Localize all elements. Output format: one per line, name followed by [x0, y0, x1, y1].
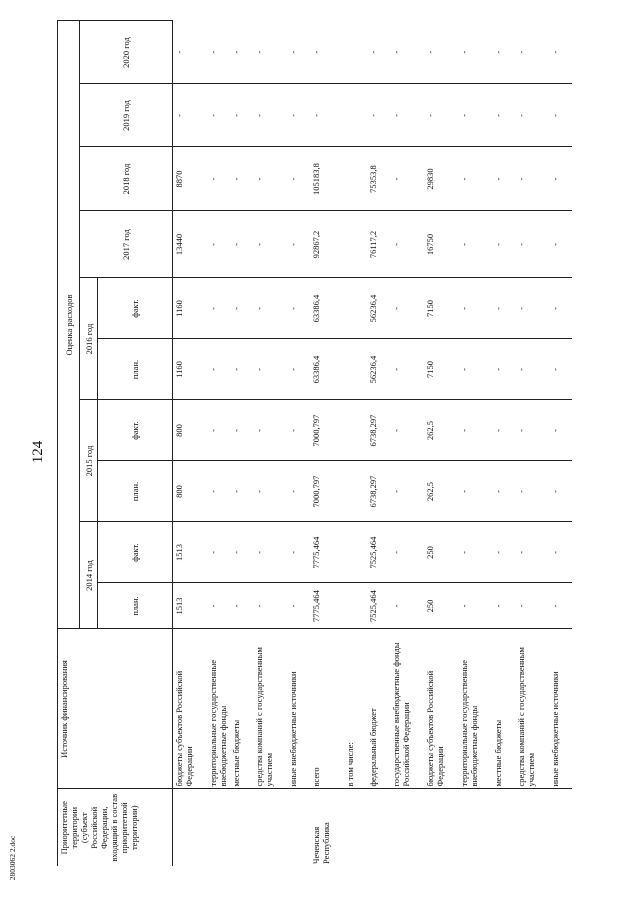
value-cell: - [492, 522, 515, 583]
source-cell: средства компаний с государственным участием [253, 629, 287, 789]
value-cell: - [515, 21, 549, 84]
value-cell [344, 278, 367, 339]
value-cell: - [367, 21, 390, 84]
value-cell: - [515, 583, 549, 629]
value-cell [344, 21, 367, 84]
value-cell: 250 [424, 522, 458, 583]
region-cell [424, 789, 458, 866]
value-cell: - [287, 400, 310, 461]
value-cell: - [207, 84, 230, 147]
value-cell: - [492, 84, 515, 147]
source-cell: средства компаний с государственным участием [515, 629, 549, 789]
value-cell: - [173, 84, 208, 147]
value-cell: 92867,2 [310, 211, 344, 278]
value-cell: - [492, 278, 515, 339]
value-cell: 7000,797 [310, 461, 344, 522]
value-cell: - [230, 400, 253, 461]
value-cell: - [253, 583, 287, 629]
value-cell: - [492, 211, 515, 278]
value-cell: - [287, 211, 310, 278]
source-cell: территориальные государственные внебюджетные фонды [207, 629, 230, 789]
region-cell [367, 789, 390, 866]
region-cell [390, 789, 424, 866]
value-cell [344, 339, 367, 400]
region-cell [458, 789, 492, 866]
value-cell: - [458, 84, 492, 147]
value-cell: - [310, 21, 344, 84]
value-cell: 1513 [173, 522, 208, 583]
table-row [390, 21, 424, 866]
value-cell: 800 [173, 400, 208, 461]
value-cell: 7150 [424, 339, 458, 400]
value-cell: - [287, 21, 310, 84]
value-cell: - [310, 84, 344, 147]
value-cell [344, 522, 367, 583]
value-cell: 16750 [424, 211, 458, 278]
value-cell: - [390, 278, 424, 339]
region-cell [207, 789, 230, 866]
value-cell: - [390, 84, 424, 147]
value-cell: - [207, 278, 230, 339]
value-cell: - [458, 400, 492, 461]
value-cell: - [287, 522, 310, 583]
header-2016-fact: факт. [98, 278, 173, 339]
page-number: 124 [30, 440, 46, 464]
value-cell: - [173, 21, 208, 84]
value-cell: - [390, 461, 424, 522]
region-cell: Чеченская Республика [311, 822, 331, 864]
value-cell: - [253, 461, 287, 522]
table-header [58, 21, 173, 866]
table-row [207, 21, 230, 866]
value-cell: - [230, 583, 253, 629]
header-2015-plan: план. [98, 461, 173, 522]
value-cell: - [253, 339, 287, 400]
value-cell: - [390, 211, 424, 278]
header-year-2017: 2017 год [80, 211, 173, 278]
value-cell: - [207, 522, 230, 583]
header-2015-fact: факт. [98, 400, 173, 461]
table-row [344, 21, 367, 866]
value-cell: - [515, 400, 549, 461]
value-cell: - [390, 21, 424, 84]
table-row [549, 21, 572, 866]
value-cell: 800 [173, 461, 208, 522]
value-cell: - [230, 278, 253, 339]
table-row [253, 21, 287, 866]
value-cell: - [253, 278, 287, 339]
value-cell: 56236,4 [367, 278, 390, 339]
value-cell [344, 461, 367, 522]
header-year-2016: 2016 год [80, 278, 98, 400]
value-cell: - [230, 522, 253, 583]
value-cell: - [207, 211, 230, 278]
value-cell: - [458, 211, 492, 278]
header-year-2015: 2015 год [80, 400, 98, 522]
value-cell: - [549, 211, 572, 278]
value-cell: - [515, 522, 549, 583]
header-estimate: Оценка расходов [58, 21, 80, 629]
header-year-2018: 2018 год [80, 147, 173, 211]
value-cell: - [253, 21, 287, 84]
table-row [310, 21, 344, 866]
value-cell: - [458, 522, 492, 583]
value-cell: - [458, 461, 492, 522]
source-cell: территориальные государственные внебюджетные фонды [458, 629, 492, 789]
value-cell: - [230, 339, 253, 400]
header-year-2020: 2020 год [80, 21, 173, 84]
value-cell [344, 400, 367, 461]
value-cell: 250 [424, 583, 458, 629]
header-2014-plan: план. [98, 583, 173, 629]
value-cell: - [549, 583, 572, 629]
header-source: Источник финансирования [58, 629, 173, 789]
value-cell: - [492, 583, 515, 629]
value-cell: - [492, 461, 515, 522]
value-cell: - [424, 21, 458, 84]
value-cell: 7525,464 [367, 522, 390, 583]
value-cell: - [515, 461, 549, 522]
table-row [424, 21, 458, 866]
value-cell: - [458, 147, 492, 211]
value-cell: - [287, 147, 310, 211]
value-cell: 7150 [424, 278, 458, 339]
header-territory: Приоритетные территории (субъект Российской Федерации, входящий в состав приоритетной территории) [58, 789, 173, 866]
source-cell: бюджеты субъектов Российской Федерации [173, 629, 208, 789]
source-cell: местные бюджеты [230, 629, 253, 789]
region-cell [515, 789, 549, 866]
table-row [458, 21, 492, 866]
value-cell: - [207, 583, 230, 629]
value-cell: - [515, 211, 549, 278]
rotated-expense-table-container [57, 21, 595, 866]
value-cell: - [492, 21, 515, 84]
table-row [173, 21, 208, 866]
value-cell: 7775,464 [310, 522, 344, 583]
region-cell [230, 789, 253, 866]
value-cell: - [230, 211, 253, 278]
table-row [515, 21, 549, 866]
source-cell: иные внебюджетные источники [287, 629, 310, 789]
value-cell: - [287, 278, 310, 339]
value-cell [344, 583, 367, 629]
region-cell [344, 789, 367, 866]
value-cell: 29830 [424, 147, 458, 211]
value-cell: 63386,4 [310, 278, 344, 339]
value-cell: - [230, 21, 253, 84]
value-cell: 1513 [173, 583, 208, 629]
value-cell: - [549, 400, 572, 461]
value-cell: 7525,464 [367, 583, 390, 629]
table-row [492, 21, 515, 866]
header-2014-fact: факт. [98, 522, 173, 583]
value-cell: 7775,464 [310, 583, 344, 629]
value-cell: - [207, 147, 230, 211]
header-year-2019: 2019 год [80, 84, 173, 147]
footer-doc-code: 2803062 2.doc [8, 835, 17, 881]
region-cell [253, 789, 287, 866]
value-cell: - [492, 147, 515, 211]
value-cell: - [230, 147, 253, 211]
value-cell: - [390, 400, 424, 461]
value-cell: 63386,4 [310, 339, 344, 400]
value-cell: - [287, 461, 310, 522]
table-row [230, 21, 253, 866]
value-cell: - [549, 278, 572, 339]
value-cell: - [515, 278, 549, 339]
value-cell: - [253, 522, 287, 583]
value-cell: - [549, 339, 572, 400]
value-cell: - [390, 339, 424, 400]
source-cell: бюджеты субъектов Российской Федерации [424, 629, 458, 789]
source-cell: местные бюджеты [492, 629, 515, 789]
header-2016-plan: план. [98, 339, 173, 400]
value-cell: - [287, 339, 310, 400]
value-cell: - [230, 84, 253, 147]
region-cell [173, 789, 208, 866]
value-cell: 105183,8 [310, 147, 344, 211]
region-cell [549, 789, 572, 866]
value-cell [344, 84, 367, 147]
value-cell: - [230, 461, 253, 522]
value-cell: - [253, 400, 287, 461]
value-cell: 262,5 [424, 400, 458, 461]
source-cell: иные внебюджетные источники [549, 629, 572, 789]
source-cell: в том числе: [344, 629, 367, 789]
value-cell: - [367, 84, 390, 147]
value-cell: 6738,297 [367, 400, 390, 461]
value-cell: - [549, 147, 572, 211]
value-cell: - [253, 147, 287, 211]
value-cell [344, 211, 367, 278]
value-cell: 7000,797 [310, 400, 344, 461]
expense-estimate-table [57, 20, 572, 866]
value-cell: 8870 [173, 147, 208, 211]
value-cell: - [549, 21, 572, 84]
table-body [173, 21, 573, 866]
header-year-2014: 2014 год [80, 522, 98, 629]
value-cell: 1160 [173, 339, 208, 400]
region-cell [287, 789, 310, 866]
value-cell: - [207, 400, 230, 461]
value-cell: 56236,4 [367, 339, 390, 400]
value-cell: - [458, 583, 492, 629]
value-cell: - [207, 339, 230, 400]
value-cell: - [549, 84, 572, 147]
value-cell: - [207, 461, 230, 522]
value-cell: - [515, 84, 549, 147]
value-cell: - [390, 522, 424, 583]
value-cell [344, 147, 367, 211]
value-cell: - [253, 84, 287, 147]
value-cell: - [549, 522, 572, 583]
value-cell: 75353,8 [367, 147, 390, 211]
value-cell: - [515, 339, 549, 400]
value-cell: - [492, 339, 515, 400]
table-row [367, 21, 390, 866]
value-cell: 6738,297 [367, 461, 390, 522]
value-cell: 262,5 [424, 461, 458, 522]
source-cell: государственные внебюджетные фонды Российской Федерации [390, 629, 424, 789]
source-cell: всего [310, 629, 344, 789]
value-cell: - [287, 84, 310, 147]
table-row [287, 21, 310, 866]
value-cell: - [549, 461, 572, 522]
value-cell: - [492, 400, 515, 461]
value-cell: - [390, 147, 424, 211]
value-cell: - [390, 583, 424, 629]
value-cell: 13440 [173, 211, 208, 278]
value-cell: - [458, 339, 492, 400]
value-cell: - [253, 211, 287, 278]
value-cell: - [458, 21, 492, 84]
value-cell: - [515, 147, 549, 211]
value-cell: - [207, 21, 230, 84]
value-cell: 1160 [173, 278, 208, 339]
value-cell: 76117,2 [367, 211, 390, 278]
value-cell: - [287, 583, 310, 629]
value-cell: - [424, 84, 458, 147]
region-cell [492, 789, 515, 866]
source-cell: федеральный бюджет [367, 629, 390, 789]
value-cell: - [458, 278, 492, 339]
